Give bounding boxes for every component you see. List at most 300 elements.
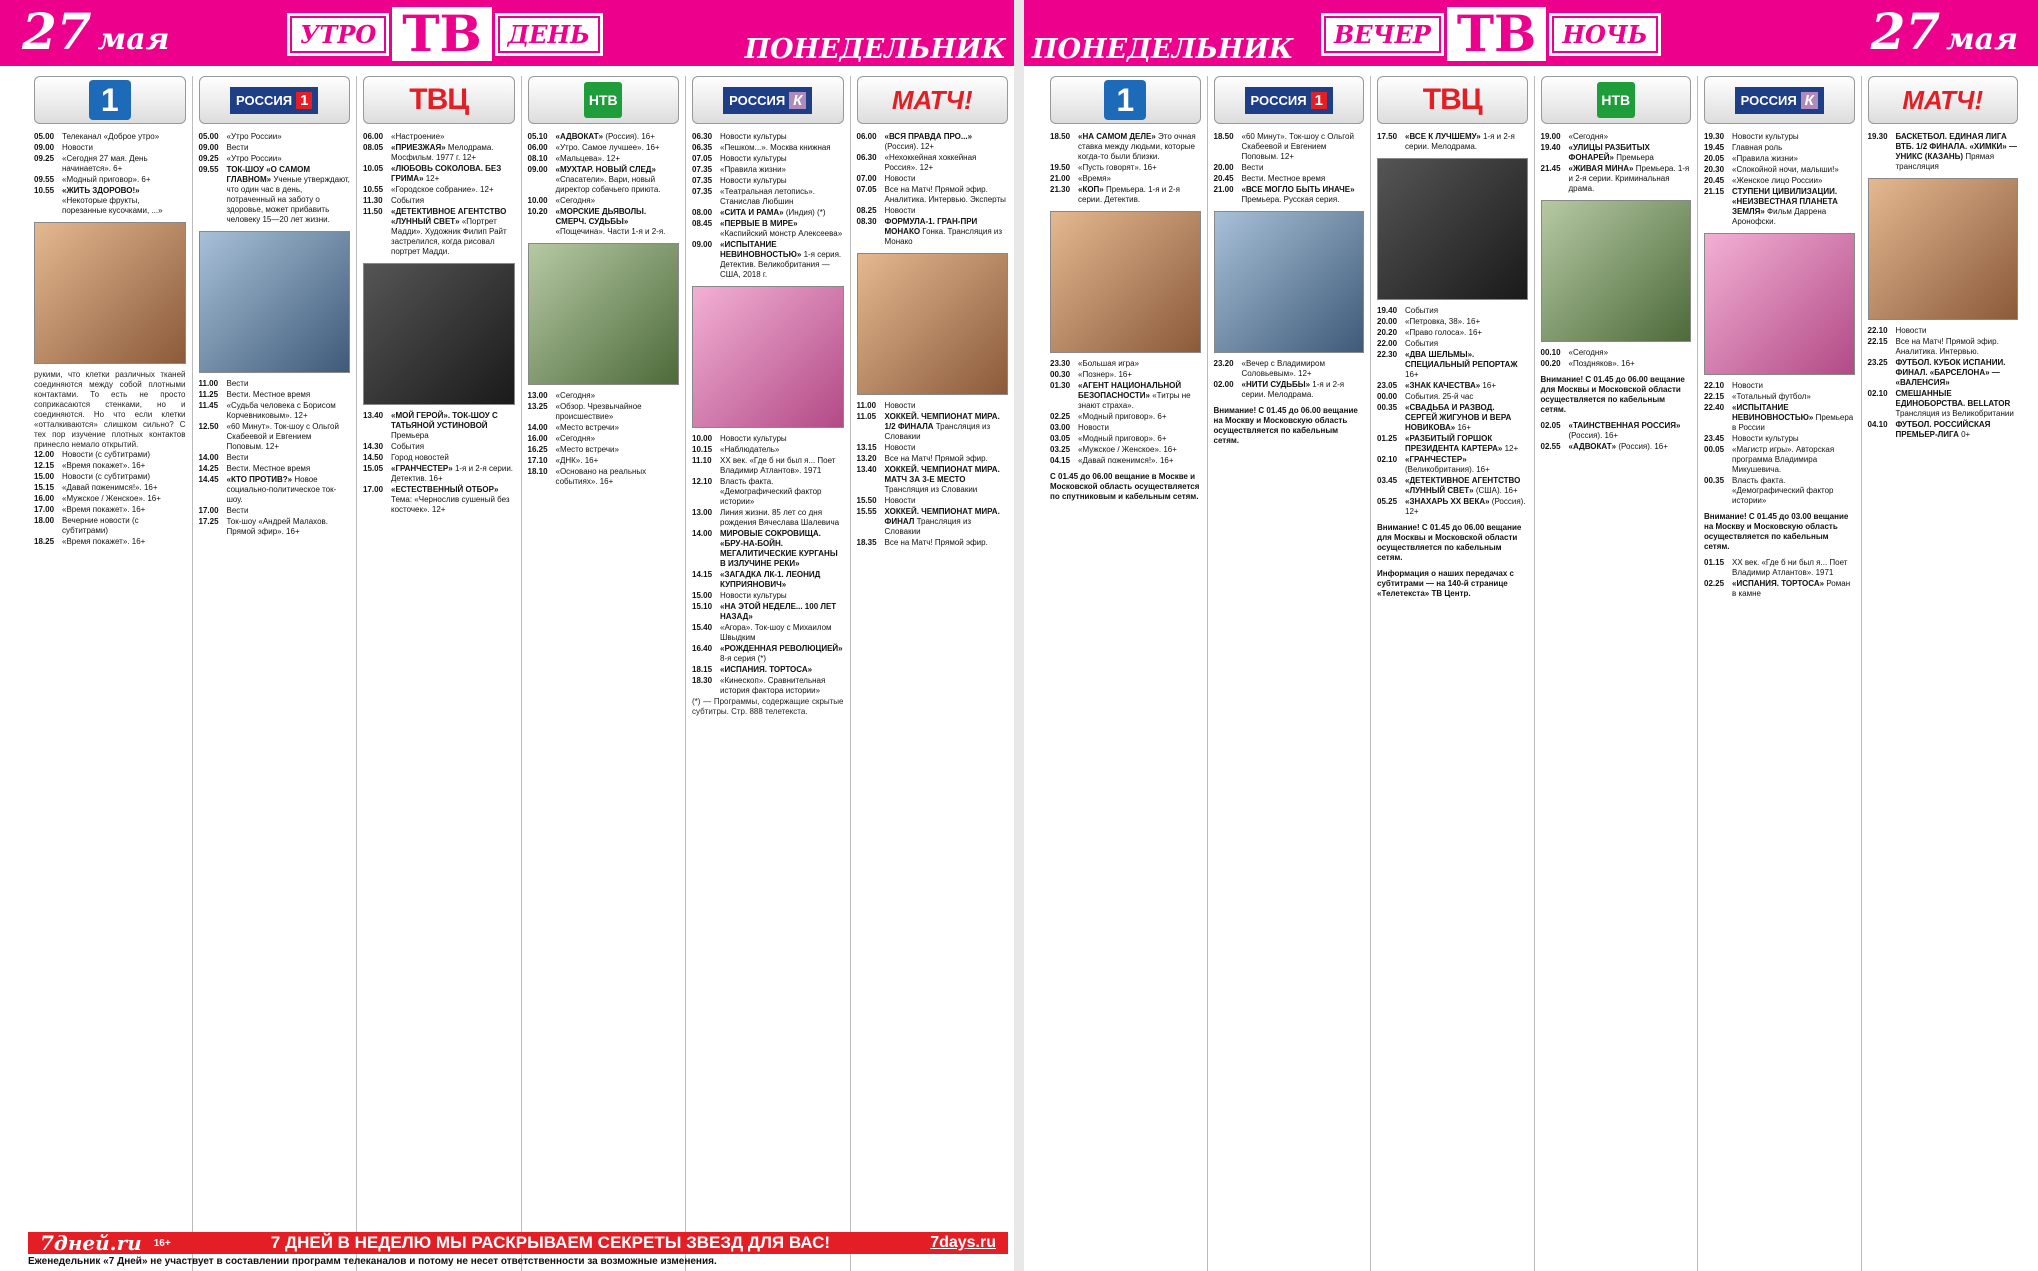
program-description: «60 Минут». Ток-шоу с Ольгой Скабеевой и Евгением Поповым. 12+ <box>226 422 339 451</box>
program-info <box>227 132 351 142</box>
program-entry[interactable] <box>363 185 515 195</box>
program-info <box>720 602 844 622</box>
program-info <box>1405 392 1528 402</box>
program-info <box>885 185 1009 205</box>
program-entry[interactable] <box>363 453 515 463</box>
program-entry[interactable] <box>1214 174 1365 184</box>
program-entry[interactable] <box>692 676 844 696</box>
program-time: 15.15 <box>34 483 55 492</box>
program-entry[interactable] <box>1541 164 1692 194</box>
program-entry[interactable] <box>528 445 680 455</box>
program-description: «Портрет Мадди». Художник Филип Райт застрелился, когда рисовал портрет Мадди. <box>391 217 507 256</box>
program-entry[interactable] <box>528 467 680 487</box>
program-entry[interactable] <box>1868 337 2019 357</box>
program-time: 17.00 <box>34 505 55 514</box>
program-entry[interactable] <box>199 506 351 516</box>
program-description: Новости <box>1895 326 1927 335</box>
program-entry[interactable] <box>1377 132 1528 152</box>
program-description: Трансляция из Словакии <box>884 485 978 494</box>
program-entry[interactable] <box>34 461 186 471</box>
footer-brand: 7дней.ru <box>40 1231 142 1255</box>
program-info <box>1732 187 1855 227</box>
program-entry[interactable] <box>1704 132 1855 142</box>
program-entry[interactable] <box>1050 359 1201 369</box>
program-entry[interactable] <box>1868 326 2019 336</box>
footer-ad[interactable] <box>28 1232 1008 1254</box>
program-info <box>62 143 186 153</box>
program-entry[interactable] <box>1377 476 1528 496</box>
program-entry[interactable] <box>1050 456 1201 466</box>
program-info <box>1732 143 1855 153</box>
program-entry[interactable] <box>199 475 351 505</box>
program-title: «ПРИЕЗЖАЯ» <box>391 143 448 152</box>
program-entry[interactable] <box>1050 412 1201 422</box>
program-entry[interactable] <box>857 454 1009 464</box>
program-entry[interactable] <box>1377 497 1528 517</box>
program-description: «Каспийский монстр Алексеева» <box>720 229 843 238</box>
program-title: «ГРАНЧЕСТЕР» <box>1405 455 1467 464</box>
program-time: 16.25 <box>527 445 548 454</box>
program-info <box>556 434 680 444</box>
program-time: 15.00 <box>692 591 713 600</box>
program-entry[interactable] <box>1704 165 1855 175</box>
broadcast-notice: С 01.45 до 06.00 вещание в Москве и Московской область осуществляется по спутниковым и кабельным сетям. <box>1050 472 1200 501</box>
program-info <box>227 422 351 452</box>
program-entry[interactable] <box>528 143 680 153</box>
program-entry[interactable] <box>199 517 351 537</box>
channel-logo-header[interactable] <box>1377 76 1528 124</box>
program-entry[interactable] <box>199 154 351 164</box>
program-entry[interactable] <box>692 187 844 207</box>
program-time: 16.00 <box>527 434 548 443</box>
program-entry[interactable] <box>857 206 1009 216</box>
program-entry[interactable] <box>1050 381 1201 411</box>
program-entry[interactable] <box>199 379 351 389</box>
channel-logo-header[interactable] <box>692 76 844 124</box>
program-entry[interactable] <box>857 185 1009 205</box>
program-entry[interactable] <box>199 165 351 225</box>
program-time: 11.10 <box>692 456 712 465</box>
program-entry[interactable] <box>857 132 1009 152</box>
program-title: «ЖИВАЯ МИНА» <box>1568 164 1636 173</box>
program-time: 03.45 <box>1377 476 1398 485</box>
program-time: 09.00 <box>527 165 548 174</box>
program-description: (Индия) (*) <box>785 208 826 217</box>
program-title: ХОККЕЙ. ЧЕМПИОНАТ МИРА. 1/2 ФИНАЛА <box>884 412 1000 431</box>
program-info <box>1896 358 2019 388</box>
program-entry[interactable] <box>528 456 680 466</box>
channel-logo-header[interactable] <box>857 76 1009 124</box>
program-info <box>1569 421 1692 441</box>
program-info <box>1242 163 1365 173</box>
program-info <box>62 472 186 482</box>
program-entry[interactable] <box>692 176 844 186</box>
program-time: 23.45 <box>1704 434 1725 443</box>
program-entry[interactable] <box>363 411 515 441</box>
program-entry[interactable] <box>363 464 515 484</box>
program-entry[interactable] <box>1050 174 1201 184</box>
program-time: 00.05 <box>1704 445 1725 454</box>
program-time: 18.50 <box>1213 132 1234 141</box>
program-info <box>1078 423 1201 433</box>
program-info <box>62 516 186 536</box>
program-description: Новое социально-политическое ток-шоу. <box>226 475 337 504</box>
program-entry[interactable] <box>1704 445 1855 475</box>
program-entry[interactable] <box>1704 579 1855 599</box>
program-time: 20.45 <box>1704 176 1725 185</box>
program-entry[interactable] <box>528 196 680 206</box>
program-description: Новости <box>884 174 916 183</box>
program-entry[interactable] <box>34 186 186 216</box>
program-title: ФУТБОЛ. РОССИЙСКАЯ ПРЕМЬЕР-ЛИГА <box>1895 420 1991 439</box>
channel-column <box>193 76 358 1271</box>
program-entry[interactable] <box>34 450 186 460</box>
program-info <box>1405 381 1528 391</box>
program-entry[interactable] <box>1704 176 1855 186</box>
program-time: 15.55 <box>856 507 877 516</box>
channel-column <box>522 76 687 1271</box>
program-time: 05.10 <box>527 132 548 141</box>
program-entry[interactable] <box>1214 185 1365 205</box>
program-entry[interactable] <box>1541 132 1692 142</box>
program-title: «ИСПАНИЯ. ТОРТОСА» <box>720 665 813 674</box>
program-time: 21.30 <box>1050 185 1071 194</box>
program-info <box>1896 337 2019 357</box>
date-month: мая <box>97 22 170 57</box>
program-time: 19.30 <box>1867 132 1888 141</box>
program-time: 19.40 <box>1377 306 1398 315</box>
program-entry[interactable] <box>857 153 1009 173</box>
program-info <box>556 154 680 164</box>
program-entry[interactable] <box>692 219 844 239</box>
channel-logo-header[interactable] <box>1050 76 1201 124</box>
program-time: 08.00 <box>692 208 713 217</box>
program-info <box>720 445 844 455</box>
program-description: Вести <box>226 453 249 462</box>
program-entry[interactable] <box>692 165 844 175</box>
program-entry[interactable] <box>857 538 1009 548</box>
program-entry[interactable] <box>34 516 186 536</box>
program-entry[interactable] <box>1050 163 1201 173</box>
program-entry[interactable] <box>1050 445 1201 455</box>
program-info <box>885 454 1009 464</box>
program-description: Все на Матч! Прямой эфир. Аналитика. Интервью. Эксперты <box>884 185 1006 204</box>
program-entry[interactable] <box>857 401 1009 411</box>
program-description: Вести. Местное время <box>226 464 311 473</box>
program-entry[interactable] <box>1214 132 1365 162</box>
program-entry[interactable] <box>363 485 515 515</box>
program-description: Вести. Местное время <box>226 390 311 399</box>
program-entry[interactable] <box>528 207 680 237</box>
program-description: «Судьба человека с Борисом Корчевниковым». 12+ <box>226 401 336 420</box>
program-info <box>720 665 844 675</box>
program-entry[interactable] <box>363 132 515 142</box>
channel-column <box>1535 76 1699 1271</box>
program-entry[interactable] <box>1868 389 2019 419</box>
program-entry[interactable] <box>692 154 844 164</box>
program-time: 03.25 <box>1050 445 1071 454</box>
program-time: 02.55 <box>1540 442 1561 451</box>
program-entry[interactable] <box>1541 143 1692 163</box>
program-entry[interactable] <box>199 401 351 421</box>
program-entry[interactable] <box>1377 339 1528 349</box>
program-info <box>1078 174 1201 184</box>
program-entry[interactable] <box>1377 392 1528 402</box>
program-time: 15.40 <box>692 623 713 632</box>
program-entry[interactable] <box>692 132 844 142</box>
program-info <box>227 464 351 474</box>
program-entry[interactable] <box>1704 558 1855 578</box>
channel-column <box>686 76 851 1271</box>
program-entry[interactable] <box>528 132 680 142</box>
program-entry[interactable] <box>1541 442 1692 452</box>
program-entry[interactable] <box>363 164 515 184</box>
match-logo: МАТЧ! <box>1902 84 1984 115</box>
program-entry[interactable] <box>692 644 844 664</box>
program-entry[interactable] <box>199 132 351 142</box>
program-time: 19.40 <box>1540 143 1561 152</box>
program-entry[interactable] <box>1541 359 1692 369</box>
channel-logo-header[interactable] <box>1541 76 1692 124</box>
program-info <box>1405 350 1528 380</box>
footer-url-link[interactable]: 7days.ru <box>930 1234 996 1251</box>
program-entry[interactable] <box>1377 306 1528 316</box>
program-title: «МОРСКИЕ ДЬЯВОЛЫ. СМЕРЧ. СУДЬБЫ» <box>555 207 647 226</box>
program-entry[interactable] <box>1050 185 1201 205</box>
program-entry[interactable] <box>199 143 351 153</box>
program-time: 18.50 <box>1050 132 1071 141</box>
program-entry[interactable] <box>34 494 186 504</box>
program-description: «Спокойной ночи, малыши!» <box>1732 165 1839 174</box>
program-entry[interactable] <box>34 143 186 153</box>
program-entry[interactable] <box>1214 359 1365 379</box>
program-entry[interactable] <box>363 207 515 257</box>
program-entry[interactable] <box>363 143 515 163</box>
program-description: (Россия). 16+ <box>1618 442 1668 451</box>
program-entry[interactable] <box>692 445 844 455</box>
program-title: «АГЕНТ НАЦИОНАЛЬНОЙ БЕЗОПАСНОСТИ» <box>1078 381 1182 400</box>
program-entry[interactable] <box>528 402 680 422</box>
program-entry[interactable] <box>692 570 844 590</box>
weekday: ПОНЕДЕЛЬНИК <box>1032 34 1294 65</box>
program-entry[interactable] <box>1377 350 1528 380</box>
program-time: 22.15 <box>1867 337 1888 346</box>
program-entry[interactable] <box>1377 381 1528 391</box>
program-entry[interactable] <box>857 217 1009 247</box>
ntv-logo: НТВ <box>584 82 622 118</box>
program-title: «МУХТАР. НОВЫЙ СЛЕД» <box>555 165 656 174</box>
program-entry[interactable] <box>692 623 844 643</box>
program-entry[interactable] <box>1704 187 1855 227</box>
russia-logo-text: РОССИЯ <box>236 92 293 108</box>
channel-logo-header[interactable] <box>34 76 186 124</box>
program-time: 01.25 <box>1377 434 1398 443</box>
program-entry[interactable] <box>692 477 844 507</box>
program-time: 17.00 <box>363 485 384 494</box>
program-info <box>1732 381 1855 391</box>
russia-k-logo <box>1735 87 1824 114</box>
program-entry[interactable] <box>1704 154 1855 164</box>
subtitles-notice: Информация о наших передачах с субтитрами — на 140-й странице «Телетекста» ТВ Центр. <box>1377 569 1514 598</box>
channel-logo-header[interactable] <box>363 76 515 124</box>
program-entry[interactable] <box>528 154 680 164</box>
tv-logo <box>290 4 600 63</box>
program-time: 09.00 <box>198 143 219 152</box>
program-entry[interactable] <box>692 591 844 601</box>
disclaimer: Еженедельник «7 Дней» не участвует в составлении программ телеканалов и потому не несет ответственности за возможные изменения. <box>28 1256 717 1267</box>
program-entry[interactable] <box>1214 163 1365 173</box>
program-entry[interactable] <box>34 483 186 493</box>
program-description: Новости <box>884 401 916 410</box>
program-entry[interactable] <box>692 240 844 280</box>
program-entry[interactable] <box>692 456 844 476</box>
program-entry[interactable] <box>1704 476 1855 506</box>
program-entry[interactable] <box>528 165 680 195</box>
program-entry[interactable] <box>692 208 844 218</box>
program-entry[interactable] <box>199 453 351 463</box>
program-info <box>1732 154 1855 164</box>
program-entry[interactable] <box>528 423 680 433</box>
program-entry[interactable] <box>199 390 351 400</box>
program-entry[interactable] <box>692 143 844 153</box>
program-description: «Время покажет». 16+ <box>62 537 146 546</box>
program-photo <box>528 243 680 385</box>
program-info <box>391 164 515 184</box>
program-title: «ТАИНСТВЕННАЯ РОССИЯ» <box>1568 421 1681 430</box>
program-info <box>720 208 844 218</box>
program-entry[interactable] <box>1377 328 1528 338</box>
program-description: Город новостей <box>391 453 449 462</box>
program-entry[interactable] <box>692 508 844 528</box>
match-logo: МАТЧ! <box>891 84 973 115</box>
channel-logo-header[interactable] <box>199 76 351 124</box>
program-info <box>1896 132 2019 172</box>
channel-column <box>1044 76 1208 1271</box>
channel-logo-header[interactable] <box>1704 76 1855 124</box>
tv-logo <box>1324 4 1658 63</box>
program-info <box>885 206 1009 216</box>
program-entry[interactable] <box>1541 348 1692 358</box>
program-info <box>1569 359 1692 369</box>
program-entry[interactable] <box>1868 132 2019 172</box>
program-entry[interactable] <box>1868 420 2019 440</box>
program-info <box>556 165 680 195</box>
program-info <box>720 623 844 643</box>
program-entry[interactable] <box>1050 132 1201 162</box>
program-time: 13.25 <box>527 402 548 411</box>
program-time: 02.10 <box>1377 455 1398 464</box>
program-entry[interactable] <box>1704 143 1855 153</box>
program-info <box>885 132 1009 152</box>
program-entry[interactable] <box>692 529 844 569</box>
program-entry[interactable] <box>1541 421 1692 441</box>
program-entry[interactable] <box>1868 358 2019 388</box>
program-info <box>391 464 515 484</box>
program-entry[interactable] <box>528 391 680 401</box>
program-entry[interactable] <box>1704 403 1855 433</box>
program-info <box>720 240 844 280</box>
program-info <box>1569 143 1692 163</box>
program-entry[interactable] <box>1050 423 1201 433</box>
program-time: 10.00 <box>527 196 548 205</box>
program-entry[interactable] <box>363 196 515 206</box>
program-description: Вести <box>226 506 249 515</box>
program-description: События <box>1405 339 1439 348</box>
program-entry[interactable] <box>199 422 351 452</box>
program-entry[interactable] <box>1050 434 1201 444</box>
program-entry[interactable] <box>34 154 186 174</box>
russia-logo-number: 1 <box>296 92 312 109</box>
program-info <box>227 165 351 225</box>
program-entry[interactable] <box>1377 455 1528 475</box>
program-time: 06.00 <box>856 132 877 141</box>
program-entry[interactable] <box>34 175 186 185</box>
program-entry[interactable] <box>692 434 844 444</box>
channel-logo-header[interactable] <box>1868 76 2019 124</box>
program-time: 15.10 <box>692 602 713 611</box>
program-entry[interactable] <box>1704 392 1855 402</box>
program-info <box>62 461 186 471</box>
program-entry[interactable] <box>1704 434 1855 444</box>
program-entry[interactable] <box>34 472 186 482</box>
program-entry[interactable] <box>363 442 515 452</box>
program-entry[interactable] <box>692 665 844 675</box>
program-entry[interactable] <box>857 496 1009 506</box>
program-info <box>720 456 844 476</box>
program-time: 08.45 <box>692 219 713 228</box>
program-entry[interactable] <box>857 507 1009 537</box>
program-description: «Пешком...». Москва книжная <box>720 143 831 152</box>
program-description: «Время» <box>1078 174 1111 183</box>
program-entry[interactable] <box>857 412 1009 442</box>
program-title: ХОККЕЙ. ЧЕМПИОНАТ МИРА. ФИНАЛ <box>884 507 1000 526</box>
program-time: 11.30 <box>363 196 383 205</box>
program-time: 14.45 <box>198 475 219 484</box>
program-info <box>720 591 844 601</box>
program-entry[interactable] <box>528 434 680 444</box>
program-entry[interactable] <box>692 602 844 622</box>
program-description: События <box>391 442 425 451</box>
program-entry[interactable] <box>1377 434 1528 454</box>
program-info <box>1732 476 1855 506</box>
program-info <box>1405 339 1528 349</box>
program-entry[interactable] <box>857 465 1009 495</box>
program-description: «Поздняков». 16+ <box>1568 359 1635 368</box>
program-entry[interactable] <box>1050 370 1201 380</box>
program-entry[interactable] <box>1704 381 1855 391</box>
broadcast-notice: Внимание! С 01.45 до 06.00 вещание для Москвы и Московской области осуществляется по кабельным сетям. <box>1540 375 1685 414</box>
channel-logo-header[interactable] <box>1214 76 1365 124</box>
program-entry[interactable] <box>34 132 186 142</box>
program-description: Главная роль <box>1732 143 1783 152</box>
program-time: 22.30 <box>1377 350 1398 359</box>
channel-logo-header[interactable] <box>528 76 680 124</box>
program-entry[interactable] <box>34 505 186 515</box>
program-info <box>1078 445 1201 455</box>
program-info <box>556 467 680 487</box>
program-entry[interactable] <box>1214 380 1365 400</box>
program-entry[interactable] <box>1377 317 1528 327</box>
program-entry[interactable] <box>1377 403 1528 433</box>
program-time: 09.55 <box>198 165 219 174</box>
program-entry[interactable] <box>199 464 351 474</box>
program-entry[interactable] <box>857 443 1009 453</box>
program-entry[interactable] <box>34 537 186 547</box>
program-time: 22.15 <box>1704 392 1725 401</box>
left-page <box>0 0 1014 1271</box>
program-entry[interactable] <box>857 174 1009 184</box>
program-description: Гонка. Трансляция из Монако <box>884 227 1003 246</box>
